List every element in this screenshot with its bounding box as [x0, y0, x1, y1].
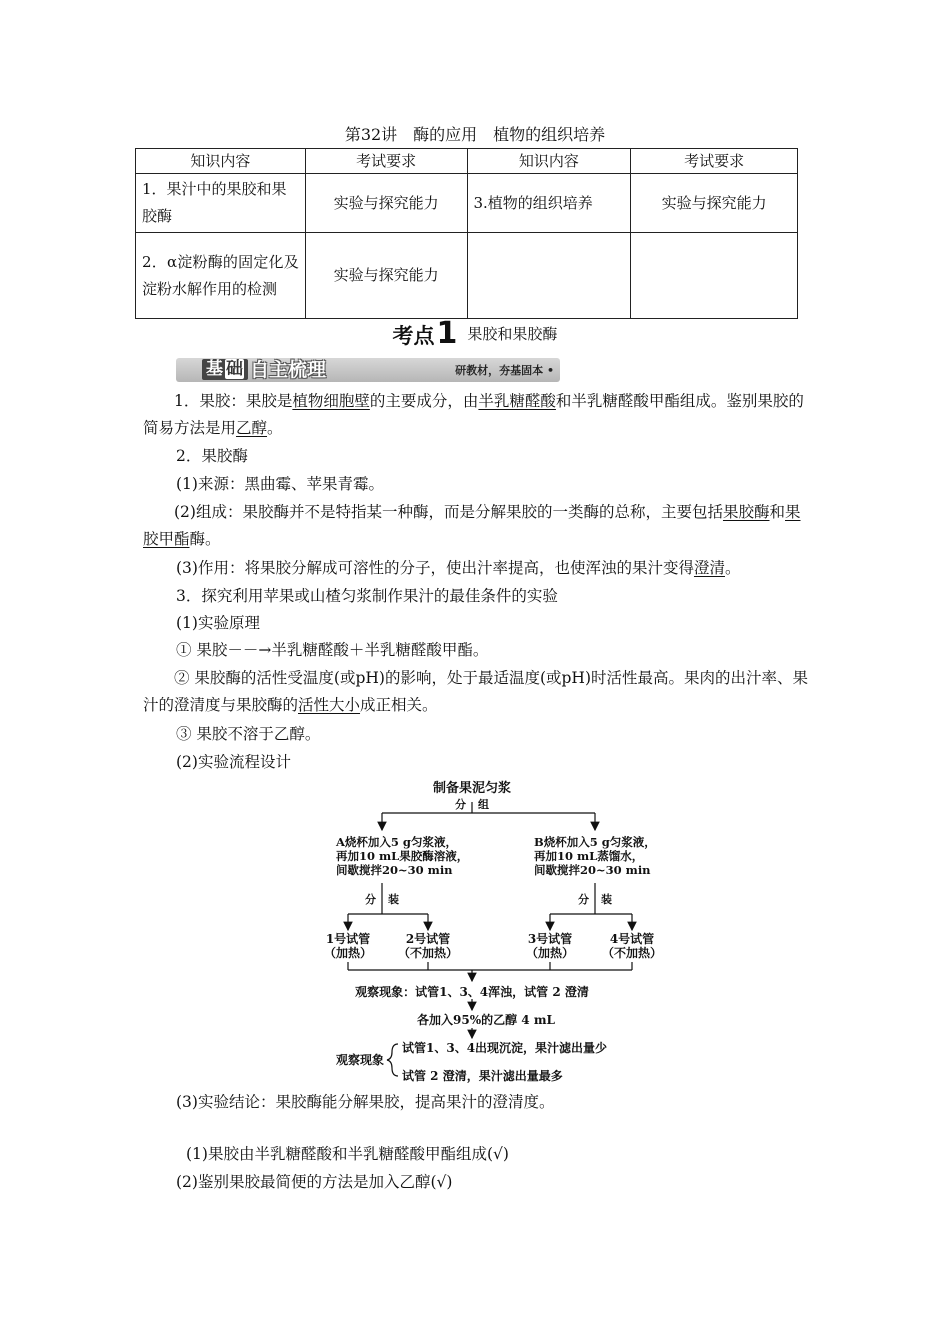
- flow-a3: 间歇搅拌20~30 min: [336, 863, 453, 877]
- paragraph: (1)实验原理: [176, 614, 260, 632]
- tube-4-cond: （不加热）: [601, 946, 663, 960]
- answer-blank: 植物细胞壁: [292, 392, 370, 410]
- section-heading: [0, 316, 950, 351]
- text: 1．果胶：果胶是: [174, 392, 293, 410]
- tube-3-cond: （加热）: [525, 946, 575, 960]
- flow-observe-2: 试管1、3、4出现沉淀，果汁滤出量少: [402, 1041, 608, 1055]
- flow-observe-3: 试管 2 澄清，果汁滤出量最多: [402, 1069, 563, 1083]
- flow-split: 分: [455, 798, 466, 811]
- banner-slogan: 研教材，夯基固本 •: [455, 364, 554, 377]
- table-cell: 实验与探究能力: [305, 174, 467, 233]
- answer-blank: 果胶酶: [722, 503, 770, 521]
- experiment-flowchart: [300, 776, 680, 1088]
- paragraph: ① 果胶－－→半乳糖醛酸＋半乳糖醛酸甲酯。: [176, 641, 489, 659]
- tube-1-cond: （加热）: [323, 946, 373, 960]
- text: 。: [724, 559, 741, 577]
- banner-text: 自主梳理: [250, 359, 327, 381]
- section-number: 1: [436, 316, 458, 351]
- banner-char2: 础: [226, 359, 243, 379]
- answer-blank: 半乳糖醛酸: [478, 392, 556, 410]
- paragraph-function: [176, 555, 741, 582]
- paragraph: 3．探究利用苹果或山楂匀浆制作果汁的最佳条件的实验: [176, 587, 558, 605]
- paragraph-pectin: [143, 388, 809, 442]
- table-cell: 1．果汁中的果胶和果胶酶: [136, 174, 306, 233]
- answer-blank: 果胶甲酯: [143, 503, 801, 548]
- tube-2-cond: （不加热）: [397, 946, 459, 960]
- banner-char1: 基: [206, 359, 223, 379]
- flow-observe-label: 观察现象: [336, 1053, 385, 1067]
- table-header: 考试要求: [305, 149, 467, 174]
- banner-char: [202, 359, 248, 380]
- flow-fen-left: 分: [365, 893, 376, 906]
- paragraph-principle: [143, 665, 809, 719]
- flow-add-ethanol: 各加入95%的乙醇 4 mL: [417, 1013, 555, 1027]
- judgement-1: (1)果胶由半乳糖醛酸和半乳糖醛酸甲酯组成(√): [186, 1145, 509, 1163]
- page-title: 第32讲 酶的应用 植物的组织培养: [344, 125, 606, 144]
- table-cell: 实验与探究能力: [305, 233, 467, 319]
- paragraph: (2)实验流程设计: [176, 753, 291, 771]
- flow-fen-right: 分: [578, 893, 589, 906]
- paragraph: 2．果胶酶: [176, 447, 248, 465]
- text: 酶。: [189, 530, 221, 548]
- table-header-row: [136, 149, 798, 174]
- flow-a2: 再加10 mL果胶酶溶液，: [336, 849, 469, 863]
- table-cell: 2．α淀粉酶的固定化及淀粉水解作用的检测: [136, 233, 306, 319]
- table-header: 考试要求: [631, 149, 798, 174]
- answer-blank: 活性大小: [298, 696, 361, 714]
- flow-observe-1: 观察现象：试管1、3、4浑浊，试管 2 澄清: [355, 985, 589, 999]
- flow-top: 制备果泥匀浆: [432, 781, 512, 796]
- text: (3)作用：将果胶分解成可溶性的分子，使出汁率提高，也使浑浊的果汁变得: [176, 559, 694, 577]
- flow-b2: 再加10 mL蒸馏水，: [534, 849, 644, 863]
- tube-1: 1号试管: [325, 932, 371, 946]
- judgement-2: (2)鉴别果胶最简便的方法是加入乙醇(√): [176, 1173, 453, 1191]
- flow-b1: B烧杯加入5 g匀浆液，: [534, 835, 656, 849]
- tube-2: 2号试管: [405, 932, 451, 946]
- table-header: 知识内容: [136, 149, 306, 174]
- section-topic: 果胶和果胶酶: [467, 325, 558, 343]
- paragraph: (1)来源：黑曲霉、苹果青霉。: [176, 475, 384, 493]
- text: 成正相关。: [360, 696, 438, 714]
- table-cell: [631, 233, 798, 319]
- table-row: [136, 233, 798, 319]
- answer-blank: 乙醇: [236, 419, 268, 437]
- answer-blank: 澄清: [693, 559, 725, 577]
- flow-split2: 组: [478, 798, 489, 811]
- tube-3: 3号试管: [527, 932, 573, 946]
- table-cell: 3.植物的组织培养: [467, 174, 631, 233]
- table-row: [136, 174, 798, 233]
- flow-a1: A烧杯加入5 g匀浆液，: [336, 835, 457, 849]
- paragraph: ③ 果胶不溶于乙醇。: [176, 725, 321, 743]
- text: 和半乳糖醛酸甲酯组成。鉴别果胶的简易方法是用: [143, 392, 804, 437]
- table-header: 知识内容: [467, 149, 631, 174]
- flow-zhuang-right: 装: [601, 893, 612, 906]
- section-label: 考点: [392, 324, 435, 348]
- tube-4: 4号试管: [609, 932, 655, 946]
- requirements-table: [135, 148, 798, 319]
- text: 的主要成分，由: [369, 392, 479, 410]
- table-cell: [467, 233, 631, 319]
- text: ② 果胶酶的活性受温度(或pH)的影响，处于最适温度(或pH)时活性最高。果肉的出汁率、果汁的澄清度与果胶酶的: [143, 669, 808, 714]
- paragraph-conclusion: (3)实验结论：果胶酶能分解果胶，提高果汁的澄清度。: [176, 1093, 555, 1111]
- text: 和: [769, 503, 785, 521]
- flow-b3: 间歇搅拌20~30 min: [534, 863, 651, 877]
- paragraph-composition: [143, 499, 809, 553]
- flow-zhuang-left: 装: [388, 893, 399, 906]
- text: 。: [267, 419, 283, 437]
- text: (2)组成：果胶酶并不是特指某一种酶，而是分解果胶的一类酶的总称，主要包括: [174, 503, 723, 521]
- basics-banner: [176, 358, 560, 382]
- table-cell: 实验与探究能力: [631, 174, 798, 233]
